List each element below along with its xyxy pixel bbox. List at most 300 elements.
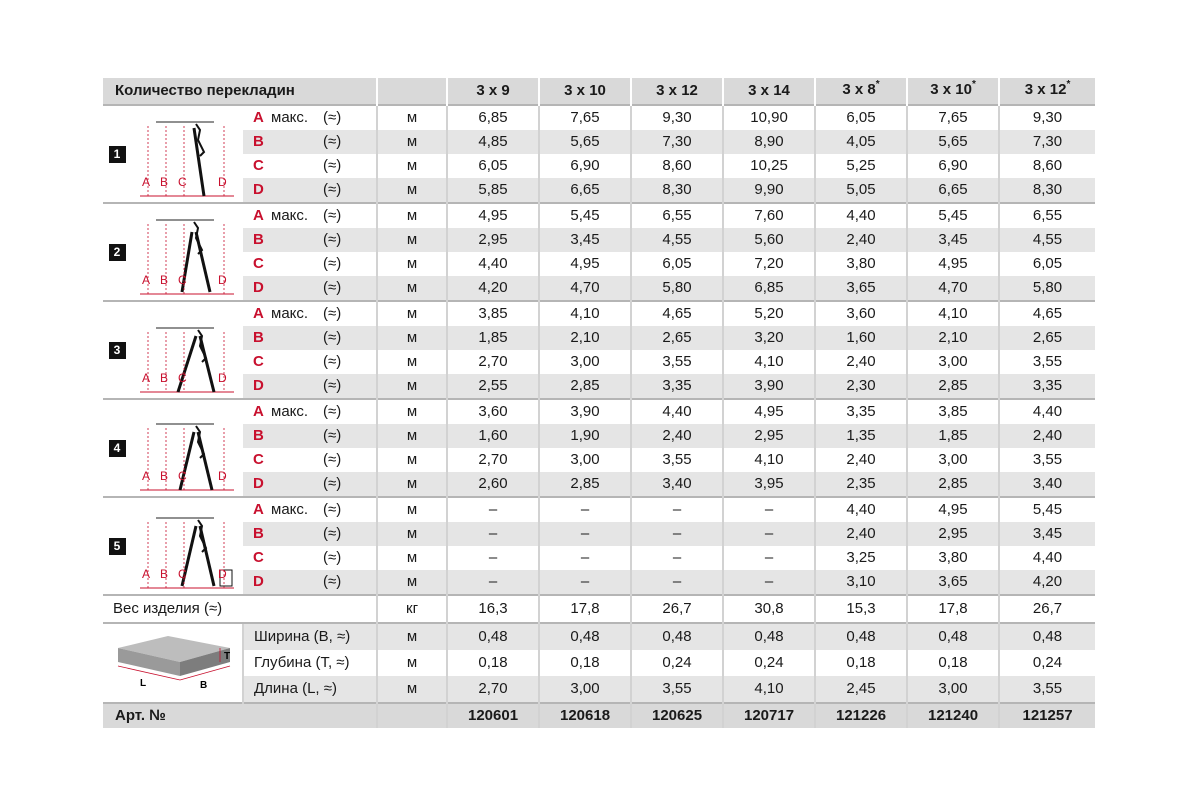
dimension-value: 0,48 [447,623,539,650]
value-cell: 6,85 [447,105,539,130]
value-cell: 3,80 [907,546,999,570]
value-cell: 4,70 [907,276,999,301]
weight-value: 30,8 [723,595,815,623]
weight-value: 17,8 [539,595,631,623]
diagram-letter-d: D [218,273,227,287]
config-badge-cell [103,203,131,301]
value-cell: – [723,522,815,546]
dimension-value: 3,55 [631,676,723,703]
dimension-value: 0,24 [999,650,1095,676]
diagram-letter-a: A [142,567,151,581]
value-cell: – [631,570,723,595]
value-cell: 6,65 [907,178,999,203]
table-header-row [103,78,1095,105]
value-cell: 3,95 [723,472,815,497]
dimension-symbol: D [253,475,264,492]
value-cell: 9,30 [631,105,723,130]
value-cell: 4,65 [631,301,723,326]
table-row [103,276,1095,301]
value-cell: 2,70 [447,350,539,374]
dimension-value: 3,00 [907,676,999,703]
row-label [243,424,377,448]
unit-cell: м [377,497,447,522]
value-cell: 6,55 [631,203,723,228]
weight-row [103,595,1095,623]
value-cell: 2,40 [815,228,907,252]
unit-cell: м [377,105,447,130]
diagram-letter-a: A [142,371,151,385]
value-cell: 2,70 [447,448,539,472]
max-label: макс. [271,403,309,420]
unit-cell: м [377,203,447,228]
article-unit-blank [377,703,447,728]
value-cell: 2,85 [539,374,631,399]
value-cell: 2,10 [539,326,631,350]
value-cell: 2,40 [999,424,1095,448]
header-unit-blank [377,78,447,105]
unit-cell: м [377,374,447,399]
box-label-l: L [139,677,146,689]
value-cell: 6,05 [447,154,539,178]
dimension-label: Длина (L, ≈) [243,676,377,703]
dimension-value: 0,48 [907,623,999,650]
value-cell: 9,90 [723,178,815,203]
dimension-value: 0,18 [539,650,631,676]
dimension-symbol: B [253,525,264,542]
ladder-specs-table [103,78,1095,728]
row-label [243,350,377,374]
dimension-row [103,676,1095,703]
value-cell: 4,95 [907,252,999,276]
box-label-t: T [223,650,230,662]
value-cell: 1,90 [539,424,631,448]
approx-label: (≈) [323,207,342,224]
value-cell: 7,60 [723,203,815,228]
value-cell: 4,05 [815,130,907,154]
article-number: 121226 [815,703,907,728]
value-cell: 5,45 [539,203,631,228]
table-row [103,326,1095,350]
approx-label: (≈) [323,573,342,590]
table-row [103,546,1095,570]
dimension-value: 0,24 [723,650,815,676]
value-cell: 4,95 [539,252,631,276]
value-cell: 8,30 [999,178,1095,203]
value-cell: 9,30 [999,105,1095,130]
weight-value: 15,3 [815,595,907,623]
approx-label: (≈) [323,157,342,174]
table-row [103,424,1095,448]
value-cell: 6,05 [815,105,907,130]
approx-label: (≈) [323,109,342,126]
row-label [243,570,377,595]
package-diagram-cell [103,623,243,703]
value-cell: 4,40 [631,399,723,424]
value-cell: 8,30 [631,178,723,203]
dimension-symbol: B [253,427,264,444]
ladder-config-diagram [134,108,240,200]
value-cell: 3,65 [815,276,907,301]
dimension-value: 0,48 [999,623,1095,650]
dimension-symbol: A [253,501,264,518]
value-cell: 2,95 [447,228,539,252]
value-cell: 3,00 [539,350,631,374]
diagram-letter-d: D [218,175,227,189]
value-cell: – [539,497,631,522]
header-col-7-label: 3 x 12 [1024,81,1067,98]
value-cell: 2,30 [815,374,907,399]
row-label [243,154,377,178]
dimension-value: 0,24 [631,650,723,676]
approx-label: (≈) [323,231,342,248]
value-cell: – [539,522,631,546]
table-row [103,105,1095,130]
value-cell: 10,25 [723,154,815,178]
value-cell: 8,90 [723,130,815,154]
ladder-config-diagram [134,402,240,494]
header-col-3: 3 x 12 [631,78,723,105]
article-label: Арт. № [103,703,377,728]
value-cell: 2,40 [815,448,907,472]
value-cell: 2,65 [631,326,723,350]
value-cell: 8,60 [999,154,1095,178]
value-cell: 3,80 [815,252,907,276]
dimension-symbol: D [253,573,264,590]
article-number: 120625 [631,703,723,728]
dimension-value: 2,70 [447,676,539,703]
value-cell: 2,85 [907,374,999,399]
value-cell: 5,65 [539,130,631,154]
asterisk-mark: * [875,79,880,90]
value-cell: 2,40 [815,350,907,374]
value-cell: 3,00 [907,448,999,472]
dimension-value: 0,18 [815,650,907,676]
value-cell: 4,95 [723,399,815,424]
article-number: 120717 [723,703,815,728]
value-cell: 3,45 [999,522,1095,546]
approx-label: (≈) [323,329,342,346]
value-cell: 4,20 [999,570,1095,595]
article-row [103,703,1095,728]
dimension-symbol: C [253,255,264,272]
approx-label: (≈) [323,181,342,198]
value-cell: 4,95 [447,203,539,228]
config-badge-cell [103,105,131,203]
approx-label: (≈) [323,255,342,272]
value-cell: 4,40 [815,203,907,228]
table-row [103,252,1095,276]
unit-cell: м [377,154,447,178]
max-label: макс. [271,109,309,126]
config-number-badge: 4 [109,440,126,457]
value-cell: 3,45 [907,228,999,252]
dimension-unit: м [377,623,447,650]
value-cell: 4,65 [999,301,1095,326]
approx-label: (≈) [323,133,342,150]
table-row [103,228,1095,252]
value-cell: 6,05 [631,252,723,276]
config-badge-cell [103,399,131,497]
table-row [103,301,1095,326]
approx-label: (≈) [323,475,342,492]
header-col-1: 3 x 9 [447,78,539,105]
value-cell: 5,85 [447,178,539,203]
approx-label: (≈) [323,403,342,420]
diagram-letter-a: A [142,175,151,189]
value-cell: 2,40 [631,424,723,448]
row-label [243,472,377,497]
value-cell: 8,60 [631,154,723,178]
ladder-config-diagram [134,206,240,298]
value-cell: 1,85 [907,424,999,448]
value-cell: – [447,546,539,570]
weight-unit: кг [377,595,447,623]
value-cell: 4,20 [447,276,539,301]
ladder-section [200,336,214,392]
table-row [103,374,1095,399]
dimension-value: 3,00 [539,676,631,703]
dimension-value: 0,48 [631,623,723,650]
dimension-value: 0,48 [539,623,631,650]
value-cell: 1,35 [815,424,907,448]
asterisk-mark: * [971,79,976,90]
unit-cell: м [377,424,447,448]
row-label [243,178,377,203]
diagram-letter-d: D [218,567,227,581]
value-cell: 3,40 [631,472,723,497]
config-number-badge: 3 [109,342,126,359]
config-number-badge: 5 [109,538,126,555]
article-number: 121257 [999,703,1095,728]
row-label [243,130,377,154]
unit-cell: м [377,570,447,595]
value-cell: 5,20 [723,301,815,326]
value-cell: 6,85 [723,276,815,301]
value-cell: 3,60 [815,301,907,326]
table-row [103,154,1095,178]
dimension-symbol: B [253,231,264,248]
value-cell: 3,35 [999,374,1095,399]
value-cell: 4,95 [907,497,999,522]
header-col-4: 3 x 14 [723,78,815,105]
value-cell: – [631,546,723,570]
ladder-config-diagram [134,304,240,396]
article-number: 120618 [539,703,631,728]
dimension-unit: м [377,650,447,676]
approx-label: (≈) [323,525,342,542]
dimension-value: 2,45 [815,676,907,703]
dimension-symbol: B [253,133,264,150]
unit-cell: м [377,130,447,154]
diagram-letter-c: C [178,469,187,483]
value-cell: 2,60 [447,472,539,497]
specs-table-wrapper [103,78,1095,728]
max-label: макс. [271,305,309,322]
dimension-symbol: A [253,109,264,126]
dimension-value: 0,48 [723,623,815,650]
diagram-letter-b: B [160,273,169,287]
weight-value: 26,7 [631,595,723,623]
dimension-value: 0,18 [447,650,539,676]
value-cell: 6,05 [999,252,1095,276]
config-badge-cell [103,497,131,595]
value-cell: – [447,497,539,522]
value-cell: 3,90 [723,374,815,399]
value-cell: 4,10 [723,448,815,472]
value-cell: – [723,546,815,570]
dimension-symbol: D [253,279,264,296]
value-cell: 3,35 [815,399,907,424]
unit-cell: м [377,301,447,326]
approx-label: (≈) [323,353,342,370]
value-cell: 3,25 [815,546,907,570]
table-row [103,448,1095,472]
unit-cell: м [377,252,447,276]
value-cell: 3,40 [999,472,1095,497]
value-cell: 5,65 [907,130,999,154]
value-cell: 7,65 [907,105,999,130]
value-cell: 3,55 [999,350,1095,374]
value-cell: 5,80 [999,276,1095,301]
box-label-b: B [199,679,207,691]
unit-cell: м [377,178,447,203]
value-cell: 4,55 [631,228,723,252]
article-number: 120601 [447,703,539,728]
dimension-symbol: C [253,157,264,174]
unit-cell: м [377,326,447,350]
config-diagram-cell [131,399,243,497]
config-number-badge: 1 [109,146,126,163]
dimension-symbol: D [253,377,264,394]
dimension-row [103,650,1095,676]
row-label [243,374,377,399]
value-cell: 1,60 [447,424,539,448]
diagram-letter-c: C [178,175,187,189]
value-cell: – [631,497,723,522]
value-cell: – [723,570,815,595]
value-cell: – [631,522,723,546]
header-title: Количество перекладин [103,78,377,105]
unit-cell: м [377,276,447,301]
diagram-letter-c: C [178,273,187,287]
config-diagram-cell [131,105,243,203]
value-cell: 4,10 [723,350,815,374]
value-cell: 3,35 [631,374,723,399]
table-row [103,130,1095,154]
dimension-symbol: A [253,403,264,420]
config-number-badge: 2 [109,244,126,261]
approx-label: (≈) [323,377,342,394]
value-cell: 7,30 [631,130,723,154]
value-cell: 6,55 [999,203,1095,228]
value-cell: 6,90 [539,154,631,178]
value-cell: 7,20 [723,252,815,276]
approx-label: (≈) [323,501,342,518]
header-col-5-label: 3 x 8 [842,81,876,98]
approx-label: (≈) [323,451,342,468]
value-cell: – [539,570,631,595]
config-diagram-cell [131,301,243,399]
ladder-section [198,432,212,490]
value-cell: 5,25 [815,154,907,178]
value-cell: 3,60 [447,399,539,424]
value-cell: 1,85 [447,326,539,350]
table-row [103,570,1095,595]
diagram-letter-b: B [160,567,169,581]
config-badge-cell [103,301,131,399]
value-cell: 2,85 [907,472,999,497]
value-cell: 4,40 [999,399,1095,424]
value-cell: 2,95 [723,424,815,448]
unit-cell: м [377,522,447,546]
value-cell: – [539,546,631,570]
dimension-value: 0,18 [907,650,999,676]
article-number: 121240 [907,703,999,728]
ladder-config-diagram [134,500,240,592]
approx-label: (≈) [323,279,342,296]
dimension-symbol: A [253,207,264,224]
table-row [103,178,1095,203]
value-cell: 3,90 [539,399,631,424]
max-label: макс. [271,501,309,518]
weight-value: 26,7 [999,595,1095,623]
row-label [243,276,377,301]
value-cell: 3,10 [815,570,907,595]
table-row [103,399,1095,424]
value-cell: 7,30 [999,130,1095,154]
value-cell: 3,65 [907,570,999,595]
value-cell: 3,20 [723,326,815,350]
dimension-value: 3,55 [999,676,1095,703]
asterisk-mark: * [1066,79,1071,90]
unit-cell: м [377,546,447,570]
table-row [103,497,1095,522]
diagram-letter-b: B [160,469,169,483]
value-cell: 4,85 [447,130,539,154]
value-cell: 3,00 [907,350,999,374]
value-cell: 4,40 [447,252,539,276]
approx-label: (≈) [323,427,342,444]
value-cell: 2,35 [815,472,907,497]
value-cell: 6,65 [539,178,631,203]
weight-label: Вес изделия (≈) [103,595,377,623]
value-cell: 6,90 [907,154,999,178]
unit-cell: м [377,350,447,374]
header-col-7 [999,78,1095,105]
diagram-letter-b: B [160,371,169,385]
value-cell: 2,65 [999,326,1095,350]
ladder-section [200,526,214,586]
config-diagram-cell [131,203,243,301]
dimension-symbol: D [253,181,264,198]
dimension-symbol: C [253,353,264,370]
value-cell: 5,60 [723,228,815,252]
value-cell: 5,45 [907,203,999,228]
unit-cell: м [377,228,447,252]
value-cell: – [447,522,539,546]
table-row [103,472,1095,497]
row-label [243,203,377,228]
value-cell: – [723,497,815,522]
table-row [103,350,1095,374]
row-label [243,105,377,130]
row-label [243,326,377,350]
approx-label: (≈) [323,549,342,566]
value-cell: – [447,570,539,595]
value-cell: 3,55 [631,448,723,472]
unit-cell: м [377,472,447,497]
dimension-unit: м [377,676,447,703]
